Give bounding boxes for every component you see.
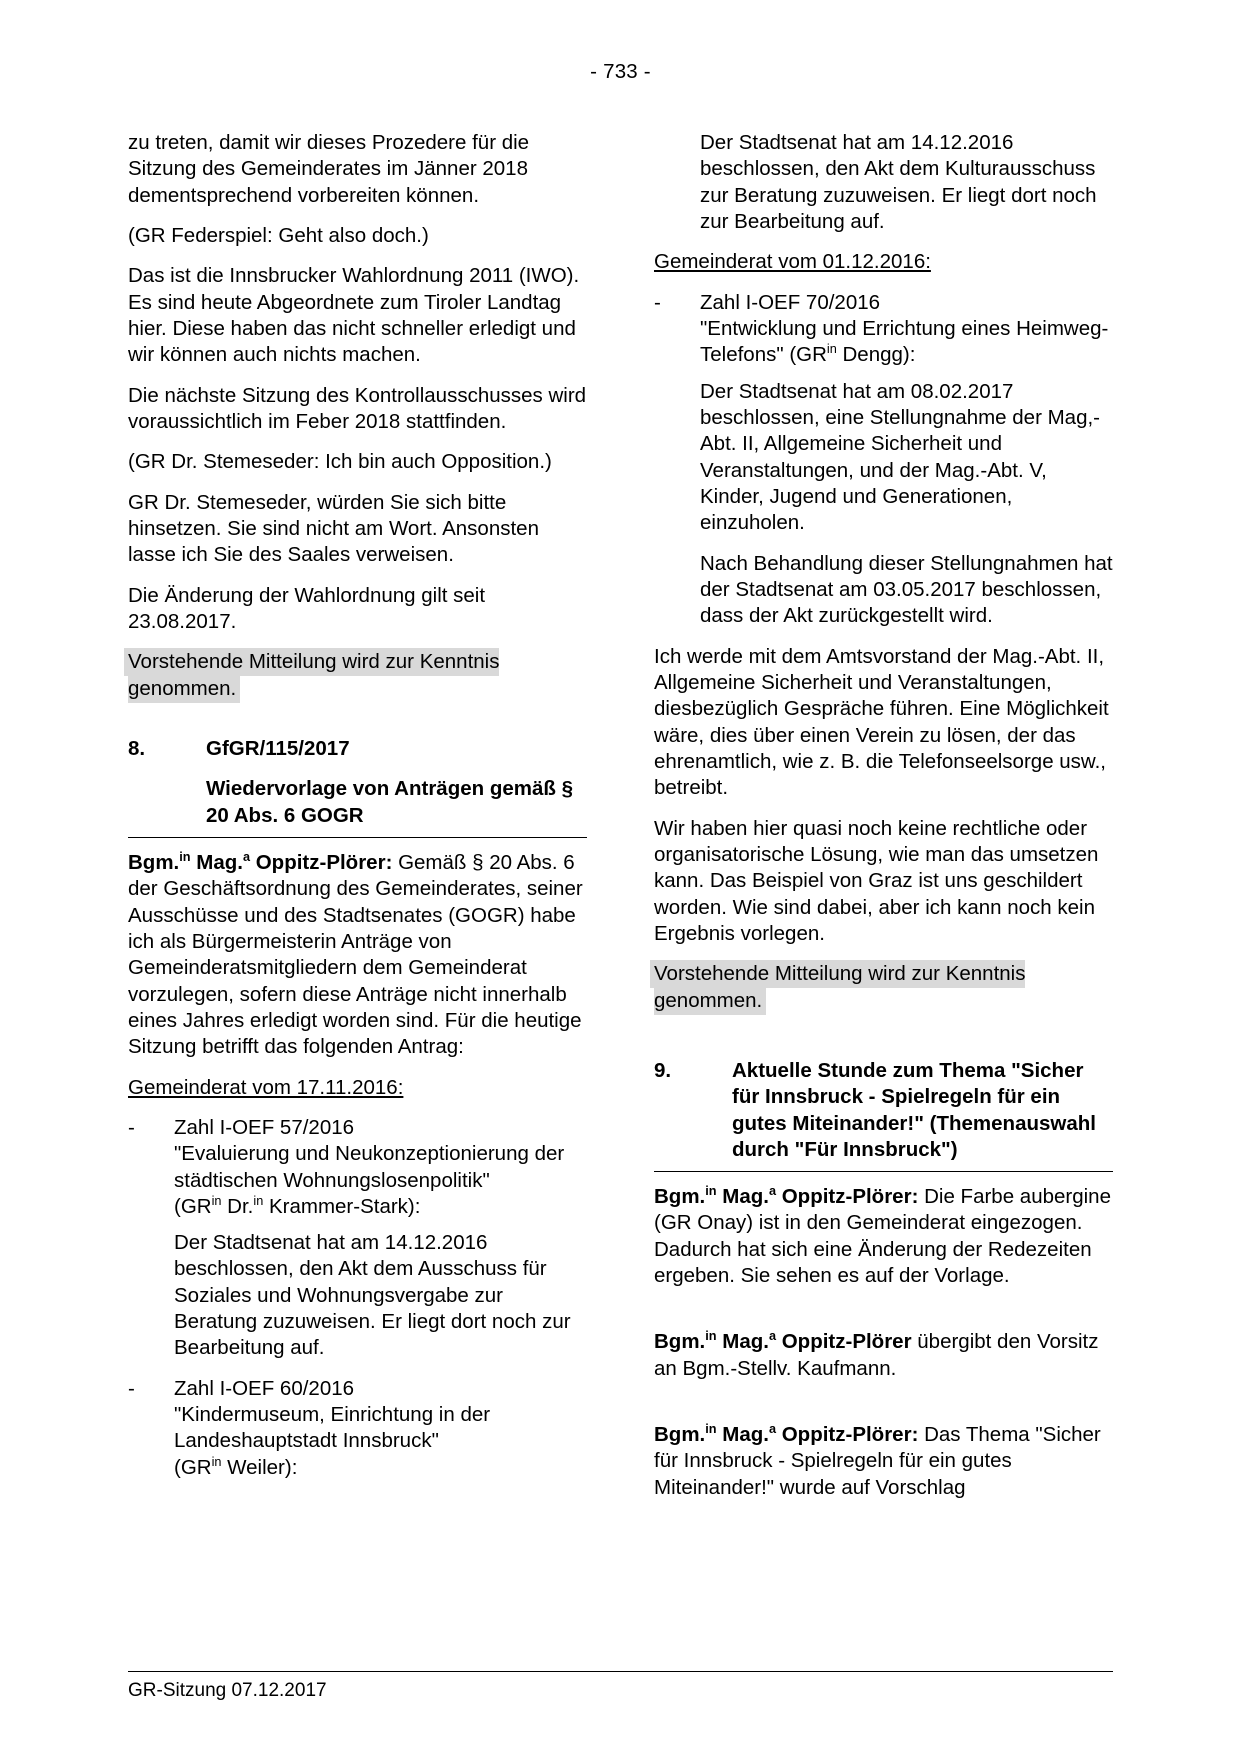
subheading-text: Gemeinderat vom 01.12.2016: [654,250,931,274]
paragraph-spacer [654,1396,1113,1422]
speaker-paragraph [128,850,587,1061]
list-item-body [174,1376,587,1481]
heading-divider [654,1171,1113,1172]
speaker-text: Das Thema "Sicher für Innsbruck - Spielregeln für ein gutes Miteinander!" wurde auf Vorschlag [654,1423,1101,1499]
two-column-body [128,130,1113,1515]
list-item [128,1376,587,1481]
speaker-paragraph [654,1329,1113,1382]
suffix-in: in [211,1193,222,1208]
paragraph: Die nächste Sitzung des Kontrollausschusses wird voraussichtlich im Feber 2018 stattfinden. [128,383,587,433]
subheading-text: Gemeinderat vom 17.11.2016: [128,1075,404,1099]
agenda-item-title: Wiedervorlage von Anträgen gemäß § 20 Abs. 6 GOGR [206,777,574,827]
speaker-name: Bgm.$^{in}$ Mag.$^a$ Oppitz-Plörer [654,1328,912,1354]
list-item-paragraph: Nach Behandlung dieser Stellungnahmen hat der Stadtsenat am 03.05.2017 beschlossen, dass der Akt zurückgestellt wird. [700,551,1113,628]
subheading [654,249,1113,275]
footer-text: GR-Sitzung 07.12.2017 [128,1680,327,1701]
resolution-note-text: Vorstehende Mitteilung wird zur Kenntnis genommen. [124,648,499,702]
speaker-suffix-in: in [705,1183,717,1199]
subheading [128,1075,587,1101]
list-item-paragraph: Der Stadtsenat hat am 14.12.2016 beschlossen, den Akt dem Ausschuss für Soziales und Wohnungsvergabe zur Beratung zuzuweisen. Er liegt dort noch zur Bearbeitung auf. [174,1231,571,1360]
suffix-in: in [211,1453,222,1469]
right-column [654,130,1113,1515]
list-bullet: - [128,1376,135,1400]
speaker-name: Bgm.$^{in}$ Mag.$^a$ Oppitz-Plörer: [128,849,393,874]
agenda-item-title: Aktuelle Stunde zum Thema "Sicher für Innsbruck - Spielregeln für ein gutes Miteinander!" (Themenauswahl durch "Für Innsbruck") [732,1058,1096,1161]
resolution-note [654,961,1113,1014]
list-item [654,290,1113,369]
paragraph: zu treten, damit wir dieses Prozedere für die Sitzung des Gemeinderates im Jänner 2018 dementsprechend vorbereiten können. [128,131,530,207]
paragraph-spacer [654,1303,1113,1329]
paragraph: Das ist die Innsbrucker Wahlordnung 2011 (IWO). Es sind heute Abgeordnete zum Tiroler Landtag hier. Diese haben das nicht schneller erledigt und wir können auch nichts machen. [128,264,580,367]
speaker-suffix-a: a [768,1183,777,1199]
paragraph: Wir haben hier quasi noch keine rechtliche oder organisatorische Lösung, wie man das umsetzen kann. Das Beispiel von Graz ist uns geschildert worden. Wie sind dabei, aber ich kann noch kein Ergebnis vorlegen. [654,816,1099,945]
resolution-note-text: Vorstehende Mitteilung wird zur Kenntnis genommen. [650,960,1025,1014]
list-item-paragraph: Der Stadtsenat hat am 08.02.2017 beschlossen, eine Stellungnahme der Mag,-Abt. II, Allgemeine Sicherheit und Veranstaltungen, und der Mag.-Abt. V, Kinder, Jugend und Generationen, einzuholen. [700,379,1100,535]
list-bullet: - [654,290,661,314]
agenda-item-9-heading [654,1058,1113,1163]
speaker-suffix-in: in [705,1328,717,1344]
left-column [128,130,587,1515]
speaker-text: übergibt den Vorsitz an Bgm.-Stellv. Kaufmann. [654,1330,1099,1380]
heading-divider [128,837,587,838]
speaker-suffix-in: in [179,849,191,865]
page-footer [128,1671,1113,1702]
speaker-name: Bgm.$^{in}$ Mag.$^a$ Oppitz-Plörer: [654,1183,919,1209]
list-item-line: "Kindermuseum, Einrichtung in der Landeshauptstadt Innsbruck" [174,1403,491,1453]
list-item-body [174,1115,587,1220]
paragraph: GR Dr. Stemeseder, würden Sie sich bitte hinsetzen. Sie sind nicht am Wort. Ansonsten lasse ich Sie des Saales verweisen. [128,490,539,567]
speaker-suffix-a: a [768,1421,777,1437]
paragraph: Die Änderung der Wahlordnung gilt seit 23.08.2017. [128,583,486,633]
agenda-item-number: 9. [654,1058,672,1082]
page-number: - 733 - [590,60,651,83]
list-item-line: ($GR^{in}$ Weiler): [174,1453,298,1479]
speaker-suffix-a: a [768,1328,777,1344]
list-item-line: Zahl I-OEF 70/2016 [700,290,881,314]
list-item-line: "Entwicklung und Errichtung eines Heimweg-Telefons" ($GR^{in}$ Dengg): [700,316,1109,367]
list-item-line: ($GR^{in}$ Dr.$^{in}$ Krammer-Stark): [174,1193,421,1218]
speaker-paragraph [654,1184,1113,1289]
speaker-paragraph [654,1422,1113,1501]
agenda-item-code: GfGR/115/2017 [206,736,350,760]
agenda-item-8-title-row [128,776,587,829]
paragraph: Ich werde mit dem Amtsvorstand der Mag.-Abt. II, Allgemeine Sicherheit und Veranstaltungen, diesbezüglich Gespräche führen. Eine Möglichkeit wäre, dies über einen Verein zu lösen, der das ehrenamtlich, wie z. B. die Telefonseelsorge usw., betreibt. [654,644,1109,800]
speaker-name: Bgm.$^{in}$ Mag.$^a$ Oppitz-Plörer: [654,1421,919,1447]
suffix-in: in [253,1193,264,1208]
agenda-item-8-heading [128,736,587,762]
paragraph: (GR Dr. Stemeseder: Ich bin auch Opposition.) [128,450,552,474]
list-item-body [700,290,1113,369]
list-item [128,1115,587,1220]
speaker-suffix-in: in [705,1421,717,1437]
resolution-note [128,649,587,702]
paragraph: (GR Federspiel: Geht also doch.) [128,223,429,247]
speaker-text: Gemäß § 20 Abs. 6 der Geschäftsordnung des Gemeinderates, seiner Ausschüsse und des Stadtsenates (GOGR) habe ich als Bürgermeisterin Anträge von Gemeinderatsmitgliedern dem Gemeinderat vorzulegen, sofern diese Anträge nicht innerhalb eines Jahres erledigt worden sind. Für die heutige Sitzung betrifft das folgenden Antrag: [128,850,583,1059]
list-item-line: Zahl I-OEF 60/2016 [174,1376,355,1400]
speaker-suffix-a: a [242,849,251,865]
agenda-item-number: 8. [128,736,146,760]
suffix-in: in [826,341,837,357]
paragraph: Der Stadtsenat hat am 14.12.2016 beschlossen, den Akt dem Kulturausschuss zur Beratung zuzuweisen. Er liegt dort noch zur Bearbeitung auf. [700,131,1097,233]
footer-divider [128,1671,1113,1672]
list-bullet: - [128,1115,135,1139]
list-item-line: "Evaluierung und Neukonzeptionierung der städtischen Wohnungslosenpolitik" [174,1142,565,1192]
list-item-line: Zahl I-OEF 57/2016 [174,1115,355,1139]
agenda-item-number-spacer [128,776,206,829]
speaker-text: Die Farbe aubergine (GR Onay) ist in den Gemeinderat eingezogen. Dadurch hat sich eine Änderung der Redezeiten ergeben. Sie sehen es auf der Vorlage. [654,1185,1111,1288]
